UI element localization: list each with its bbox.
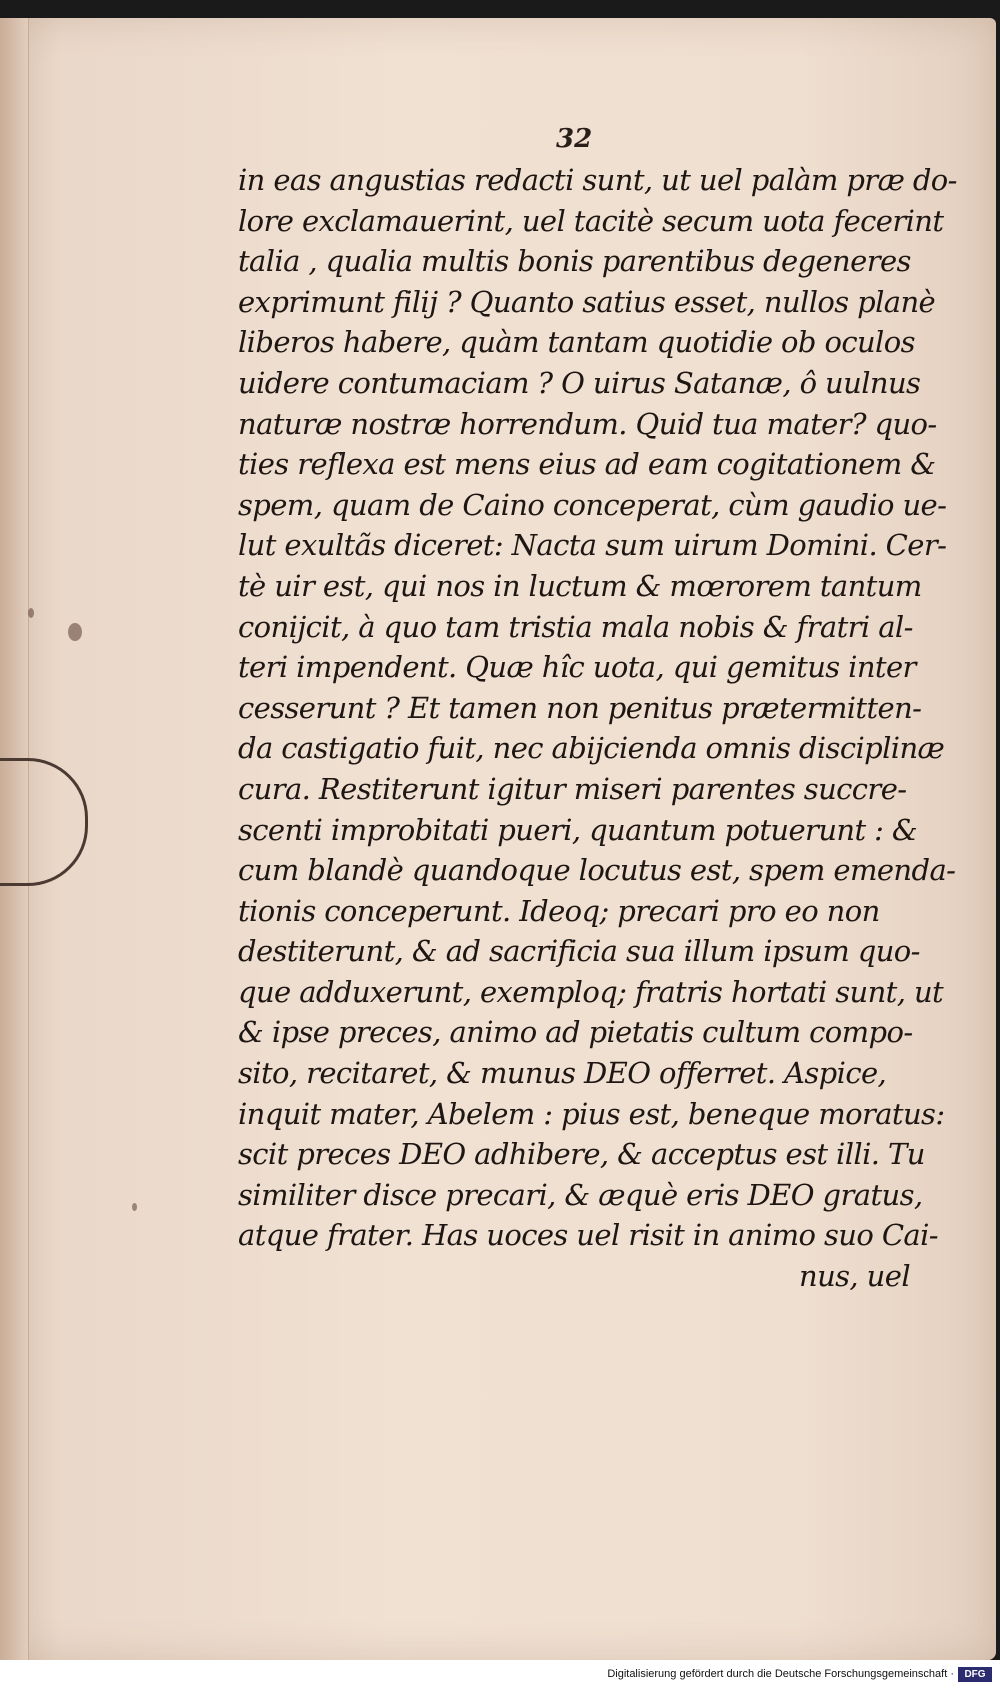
text-line: conijcit, à quo tam tristia mala nobis & fratri al- bbox=[238, 609, 913, 644]
text-line: scit preces DEO adhibere, & acceptus est illi. Tu bbox=[238, 1137, 925, 1172]
page-text-block bbox=[238, 160, 957, 1297]
text-line: cesserunt ? Et tamen non penitus prætermitten- bbox=[238, 690, 922, 725]
text-line: nus, uel bbox=[799, 1259, 910, 1294]
text-line: tionis conceperunt. Ideoq; precari pro eo non bbox=[238, 893, 880, 928]
text-line: atque frater. Has uoces uel risit in animo suo Cai- bbox=[238, 1218, 938, 1253]
text-line: lut exultãs diceret: Nacta sum uirum Domini. Cer- bbox=[238, 528, 947, 563]
text-line: teri impendent. Quæ hîc uota, qui gemitus inter bbox=[238, 650, 916, 685]
text-line: inquit mater, Abelem : pius est, beneque moratus: bbox=[238, 1096, 945, 1131]
text-line: da castigatio fuit, nec abijcienda omnis disciplinæ bbox=[238, 731, 945, 766]
ink-spot bbox=[68, 623, 82, 641]
text-line: liberos habere, quàm tantam quotidie ob oculos bbox=[238, 325, 915, 360]
dfg-logo: DFG bbox=[958, 1667, 992, 1682]
text-line: ties reflexa est mens eius ad eam cogitationem & bbox=[238, 447, 936, 482]
text-line: sito, recitaret, & munus DEO offerret. Aspice, bbox=[238, 1056, 887, 1091]
text-line: naturæ nostræ horrendum. Quid tua mater? quo- bbox=[238, 406, 937, 441]
page-number: 32 bbox=[556, 124, 593, 154]
funding-credit: Digitalisierung gefördert durch die Deutsche Forschungsgemeinschaft · bbox=[607, 1668, 954, 1680]
text-line: talia , qualia multis bonis parentibus degeneres bbox=[238, 244, 911, 279]
text-line: uidere contumaciam ? O uirus Satanæ, ô uulnus bbox=[238, 365, 921, 400]
text-line: cura. Restiterunt igitur miseri parentes succre- bbox=[238, 771, 907, 806]
text-line: exprimunt filij ? Quanto satius esset, nullos planè bbox=[238, 284, 936, 319]
ink-spot bbox=[28, 608, 34, 618]
text-line: que adduxerunt, exemploq; fratris hortati sunt, ut bbox=[238, 974, 944, 1009]
digitization-footer bbox=[0, 1660, 1000, 1693]
ink-spot bbox=[132, 1203, 137, 1211]
text-line: destiterunt, & ad sacrificia sua illum ipsum quo- bbox=[238, 934, 920, 969]
paper-clip-mark bbox=[0, 758, 88, 886]
text-line: lore exclamauerint, uel tacitè secum uota fecerint bbox=[238, 203, 944, 238]
text-line: similiter disce precari, & æquè eris DEO gratus, bbox=[238, 1177, 923, 1212]
text-line: spem, quam de Caino conceperat, cùm gaudio ue- bbox=[238, 487, 947, 522]
text-line: tè uir est, qui nos in luctum & mœrorem tantum bbox=[238, 568, 922, 603]
text-line: & ipse preces, animo ad pietatis cultum compo- bbox=[238, 1015, 913, 1050]
text-line: scenti improbitati pueri, quantum potuerunt : & bbox=[238, 812, 918, 847]
text-line: cum blandè quandoque locutus est, spem emenda- bbox=[238, 853, 956, 888]
text-line: in eas angustias redacti sunt, ut uel palàm præ do- bbox=[238, 163, 957, 197]
